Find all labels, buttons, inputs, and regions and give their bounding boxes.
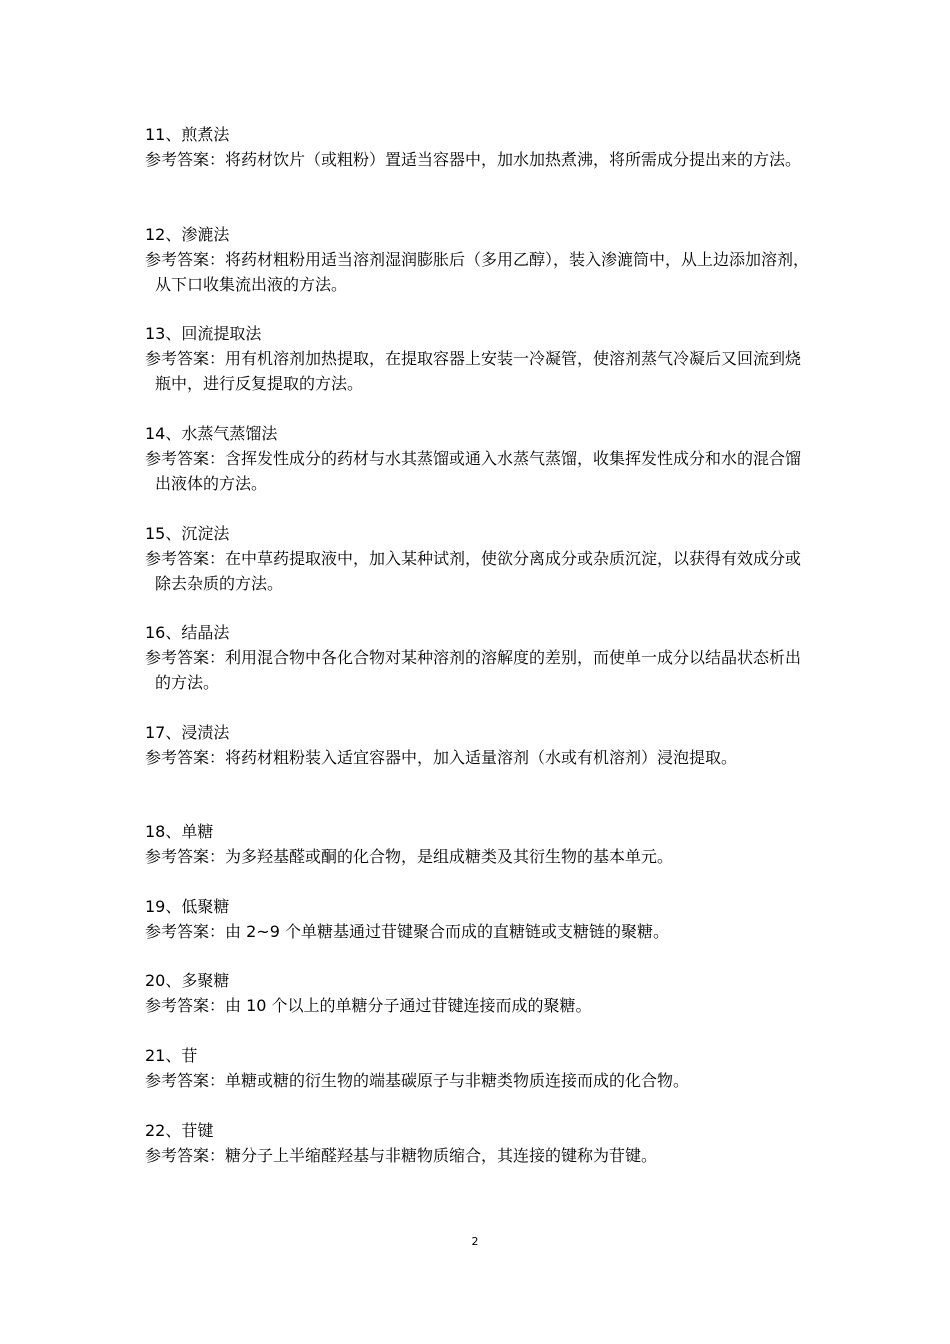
entry-answer — [145, 993, 810, 1018]
glossary-entry-11 — [145, 123, 810, 172]
glossary-entry-12 — [145, 223, 810, 297]
answer-label: 参考答案： — [145, 349, 226, 368]
answer-text: 单糖或糖的衍生物的端基碳原子与非糖类物质连接而成的化合物。 — [225, 1071, 690, 1090]
answer-text: 由 2~9 个单糖基通过苷键聚合而成的直糖链或支糖链的聚糖。 — [225, 922, 669, 941]
glossary-entry-19 — [145, 895, 810, 944]
answer-text: 用有机溶剂加热提取，在提取容器上安装一冷凝管，使溶剂蒸气冷凝后又回流到烧瓶中，进行反复提取的方法。 — [155, 349, 802, 393]
entry-term: 15、沉淀法 — [145, 524, 230, 543]
entry-term: 12、渗漉法 — [145, 225, 230, 244]
answer-text: 利用混合物中各化合物对某种溶剂的溶解度的差别，而使单一成分以结晶状态析出的方法。 — [155, 648, 802, 692]
entry-term: 21、苷 — [145, 1046, 198, 1065]
answer-label: 参考答案： — [145, 1146, 226, 1165]
entry-answer — [145, 446, 810, 496]
entry-answer — [145, 1143, 810, 1168]
entry-term: 11、煎煮法 — [145, 125, 230, 144]
answer-text: 将药材粗粉用适当溶剂湿润膨胀后（多用乙醇），装入渗漉筒中，从上边添加溶剂，从下口收集流出液的方法。 — [155, 250, 810, 294]
answer-text: 将药材饮片（或粗粉）置适当容器中，加水加热煮沸，将所需成分提出来的方法。 — [225, 150, 802, 169]
glossary-entry-13 — [145, 322, 810, 396]
entry-term: 22、苷键 — [145, 1121, 214, 1140]
entry-answer — [145, 844, 810, 869]
answer-label: 参考答案： — [145, 150, 226, 169]
entry-answer — [145, 745, 810, 770]
answer-label: 参考答案： — [145, 922, 226, 941]
answer-label: 参考答案： — [145, 996, 226, 1015]
glossary-entry-18 — [145, 820, 810, 869]
answer-label: 参考答案： — [145, 748, 226, 767]
entry-answer — [145, 645, 810, 695]
entry-term: 14、水蒸气蒸馏法 — [145, 424, 278, 443]
entry-answer — [145, 919, 810, 944]
glossary-entry-16 — [145, 621, 810, 695]
answer-text: 将药材粗粉装入适宜容器中，加入适量溶剂（水或有机溶剂）浸泡提取。 — [225, 748, 738, 767]
answer-text: 糖分子上半缩醛羟基与非糖物质缩合，其连接的键称为苷键。 — [225, 1146, 658, 1165]
entry-answer — [145, 346, 810, 396]
entry-term: 18、单糖 — [145, 822, 214, 841]
glossary-entry-22 — [145, 1119, 810, 1168]
glossary-entry-14 — [145, 422, 810, 496]
entry-term: 19、低聚糖 — [145, 897, 230, 916]
glossary-entry-15 — [145, 522, 810, 596]
page-number: 2 — [471, 1235, 479, 1248]
entry-answer — [145, 247, 810, 297]
answer-label: 参考答案： — [145, 250, 226, 269]
answer-label: 参考答案： — [145, 1071, 226, 1090]
glossary-entry-20 — [145, 969, 810, 1018]
answer-label: 参考答案： — [145, 549, 226, 568]
glossary-entry-17 — [145, 721, 810, 770]
entry-term: 20、多聚糖 — [145, 971, 230, 990]
answer-label: 参考答案： — [145, 847, 226, 866]
answer-text: 在中草药提取液中，加入某种试剂，使欲分离成分或杂质沉淀，以获得有效成分或除去杂质的方法。 — [155, 549, 802, 593]
entry-term: 13、回流提取法 — [145, 324, 262, 343]
glossary-entry-21 — [145, 1044, 810, 1093]
entry-answer — [145, 147, 810, 172]
entry-term: 16、结晶法 — [145, 623, 230, 642]
entry-answer — [145, 546, 810, 596]
answer-text: 为多羟基醛或酮的化合物，是组成糖类及其衍生物的基本单元。 — [225, 847, 674, 866]
answer-text: 含挥发性成分的药材与水其蒸馏或通入水蒸气蒸馏，收集挥发性成分和水的混合馏出液体的方法。 — [155, 449, 802, 493]
entry-term: 17、浸渍法 — [145, 723, 230, 742]
entry-answer — [145, 1068, 810, 1093]
answer-label: 参考答案： — [145, 648, 226, 667]
answer-label: 参考答案： — [145, 449, 226, 468]
answer-text: 由 10 个以上的单糖分子通过苷键连接而成的聚糖。 — [225, 996, 592, 1015]
